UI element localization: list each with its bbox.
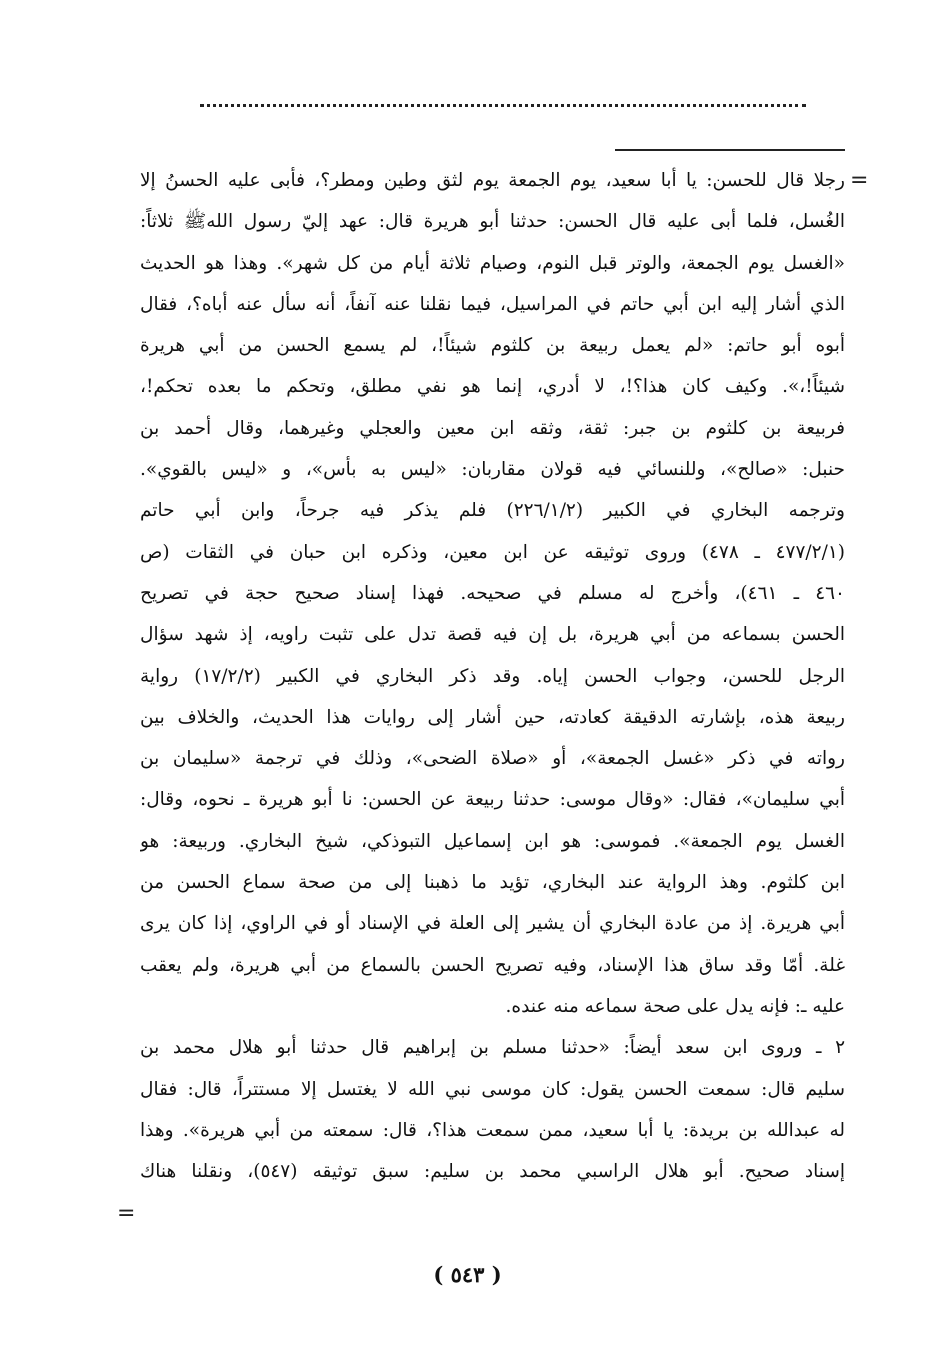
top-continuation-mark: = xyxy=(850,168,869,193)
text-line: أبي هريرة. إذ من عادة البخاري أن يشير إلى العلة في الإسناد أو في الراوي، إذا كان يرى xyxy=(140,913,845,935)
text-line: غلة. أمّا وقد ساق هذا الإسناد، وفيه تصريح الحسن بالسماع من أبي هريرة، ولم يعقب xyxy=(140,954,845,976)
text-line: ٢ ـ وروى ابن سعد أيضاً: «حدثنا مسلم بن إبراهيم قال حدثنا أبو هلال محمد بن xyxy=(140,1037,845,1059)
text-line: شيئاً!،». وكيف كان هذا؟!، لا أدري، إنما هو نفي مطلق، وتحكم ما بعده تحكم!، xyxy=(140,376,845,398)
text-line: «الغسل يوم الجمعة، والوتر قبل النوم، وصيام ثلاثة أيام من كل شهر». وهذا هو الحديث xyxy=(140,252,845,274)
text-line: الذي أشار إليه ابن أبي حاتم في المراسيل، فيما نقلنا عنه آنفاً، أنه سأل عنه أباه؟، فقال xyxy=(140,293,845,315)
text-line: سليم قال: سمعت الحسن يقول: كان موسى نبي الله لا يغتسل إلا مستتراً، قال: فقال xyxy=(140,1078,845,1100)
text-line: وترجمه البخاري في الكبير (٢٢٦/١/٢) فلم يذكر فيه جرحاً، وابن أبي حاتم xyxy=(140,500,845,522)
text-line: حنبل: «صالح»، وللنسائي فيه قولان مقاربان: «ليس به بأس»، و «ليس بالقوي». xyxy=(140,459,845,481)
bottom-continuation-mark: = xyxy=(117,1201,136,1226)
page-number: ( ٥٤٣ ) xyxy=(433,1262,502,1287)
text-line: ابن كلثوم. وهذ الرواية عند البخاري، تؤيد ما ذهبنا إلى من صحة سماع الحسن من xyxy=(140,872,845,894)
text-line: عليه ـ: فإنه يدل على صحة سماعه منه عنده. xyxy=(505,995,845,1017)
text-line: الرجل للحسن، وجواب الحسن إياه. وقد ذكر البخاري في الكبير (١٧/٢/٢) رواية xyxy=(140,665,845,687)
text-line: الغُسل، فلما أبى عليه قال الحسن: حدثنا أبو هريرة قال: عهد إليّ رسول اللهﷺ ثلاثاً: xyxy=(140,211,845,233)
dotted-separator xyxy=(200,104,806,107)
text-line: الحسن بسماعه من أبي هريرة، بل إن فيه قصة تدل على تثبت راويه، إذ شهد سؤال xyxy=(140,624,845,646)
text-line: ٤٦٠ ـ ٤٦١)، وأخرج له مسلم في صحيحه. فهذا إسناد صحيح حجة في تصريح xyxy=(140,582,845,604)
text-line: رواته في ذكر «غسل الجمعة»، أو «صلاة الضحى»، وذلك في ترجمة «سليمان بن xyxy=(140,748,845,770)
text-line: الغسل يوم الجمعة». فموسى: هو ابن إسماعيل التبوذكي، شيخ البخاري. وربيعة: هو xyxy=(140,830,845,852)
footnote-rule xyxy=(615,149,845,151)
text-line: ربيعة هذه، بإشارته الدقيقة كعادته، حين أشار إلى روايات هذا الحديث، والخلاف بين xyxy=(140,706,845,728)
text-line: (٤٧٧/٢/١ ـ ٤٧٨) وروى توثيقه عن ابن معين، وذكره ابن حبان في الثقات (ص xyxy=(140,541,845,563)
footnote-text xyxy=(140,160,845,1192)
text-line: أبوه أبو حاتم: «لم يعمل ربيعة بن كلثوم شيئاً!، لم يسمع الحسن من أبي هريرة xyxy=(140,335,845,357)
text-line: أبي سليمان»، فقال: «وقال موسى: حدثنا ربيعة عن الحسن: نا أبو هريرة ـ نحوه، وقال: xyxy=(140,789,845,811)
text-line: إسناد صحيح. أبو هلال الراسبي محمد بن سليم: سبق توثيقه (٥٤٧)، ونقلنا هناك xyxy=(140,1161,845,1183)
text-line: له عبدالله بن بريدة: يا أبا سعيد، ممن سمعت هذا؟، قال: سمعته من أبي هريرة». وهذا xyxy=(140,1119,845,1141)
text-line: رجلا قال للحسن: يا أبا سعيد، يوم الجمعة يوم لثق وطين ومطر؟، فأبى عليه الحسنُ إلا xyxy=(140,170,845,191)
text-line: فربيعة بن كلثوم بن جبر: ثقة، وثقه ابن معين والعجلي وغيرهما، وقال أحمد بن xyxy=(140,417,845,439)
